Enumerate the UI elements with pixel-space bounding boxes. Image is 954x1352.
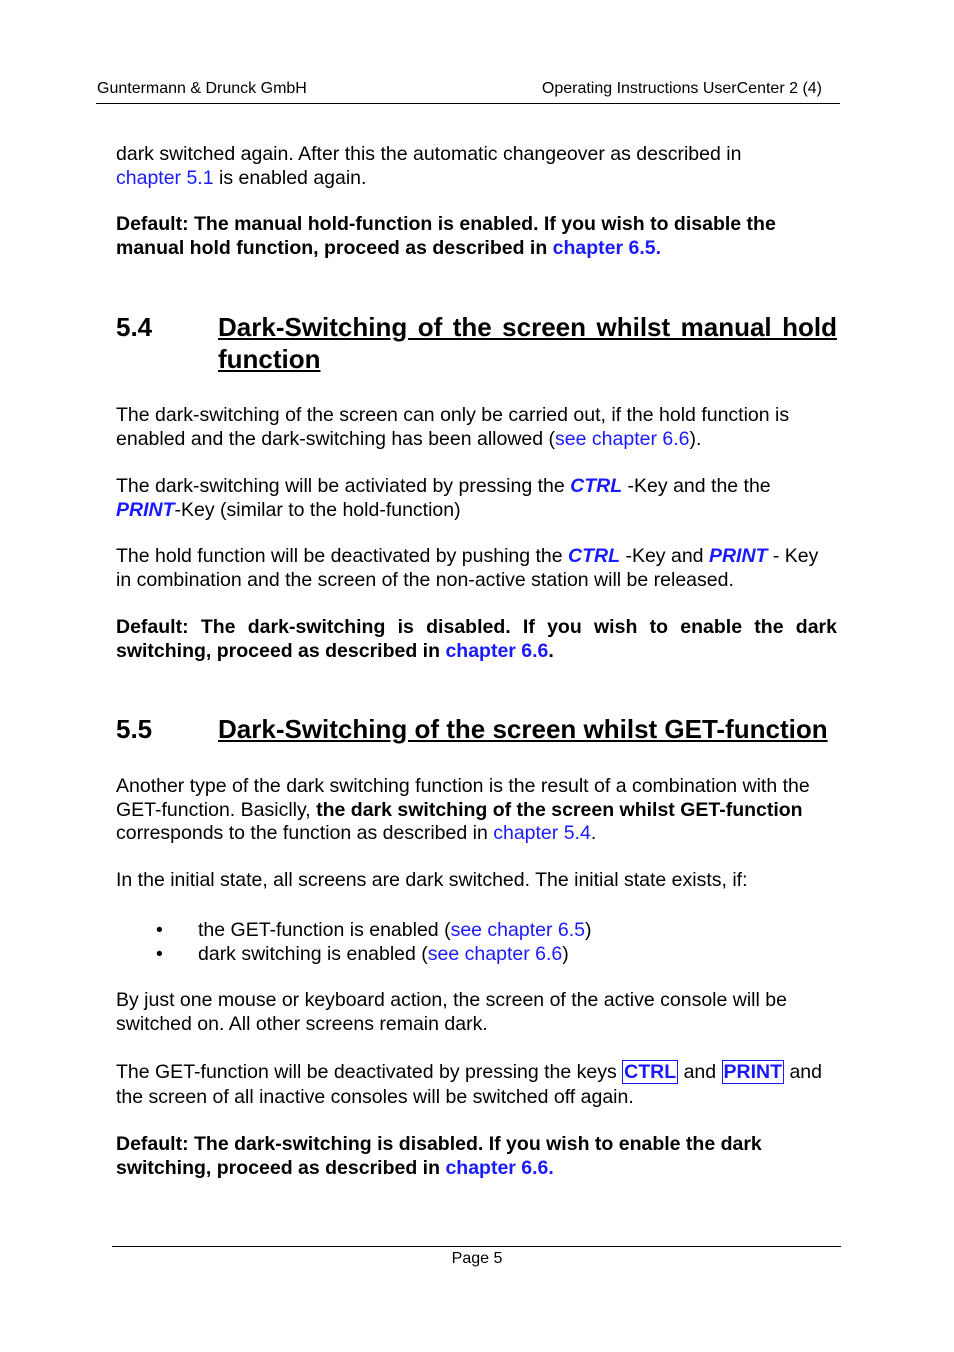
bullet-icon: • — [156, 943, 163, 965]
section-number: 5.4 — [116, 312, 153, 342]
document-title: Operating Instructions UserCenter 2 (4) — [541, 80, 822, 97]
list-item: • dark switching is enabled (see chapter 6.6) — [156, 943, 569, 965]
see-chapter-6-6-link[interactable]: see chapter 6.6 — [555, 427, 690, 450]
section-5-4-default-note: Default: The dark-switching is disabled. If you wish to enable the dark switching, proceed as described in chapter 6.6. — [116, 616, 837, 662]
chapter-6-6-link[interactable]: chapter 6.6 — [445, 639, 549, 662]
chapter-5-1-link[interactable]: chapter 5.1 — [116, 166, 214, 189]
intro-default-note: Default: The manual hold-function is enabled. If you wish to disable the manual hold function, proceed as described in chapter 6.5. — [116, 213, 776, 259]
page-number: Page 5 — [451, 1250, 503, 1267]
see-chapter-6-5-link[interactable]: see chapter 6.5 — [450, 919, 585, 941]
chapter-6-5-link[interactable]: chapter 6.5. — [552, 236, 662, 259]
print-key-box: PRINT — [723, 1061, 783, 1083]
section-5-5-paragraph-4: The GET-function will be deactivated by pressing the keys CTRL and PRINT and the screen of all inactive consoles will be switched off again. — [116, 1061, 822, 1108]
ctrl-key-label: CTRL — [570, 475, 623, 497]
ctrl-key-label: CTRL — [568, 545, 621, 567]
section-5-5-paragraph-3: By just one mouse or keyboard action, the screen of the active console will be switched on. All other screens remain dark. — [116, 989, 787, 1035]
section-number: 5.5 — [116, 714, 153, 744]
bullet-icon: • — [156, 919, 163, 941]
ctrl-key-box: CTRL — [624, 1061, 677, 1083]
list-item: • the GET-function is enabled (see chapter 6.5) — [156, 919, 592, 941]
chapter-5-4-link[interactable]: chapter 5.4 — [493, 822, 591, 844]
conditions-list — [116, 918, 837, 966]
print-key-label: PRINT — [116, 498, 175, 521]
section-title: Dark-Switching of the screen whilst GET-function — [218, 714, 828, 744]
intro-paragraph: dark switched again. After this the automatic changeover as described in chapter 5.1 is enabled again. — [116, 143, 742, 189]
section-5-4-paragraph-2: The dark-switching will be activiated by pressing the CTRL -Key and the the PRINT-Key (similar to the hold-function) — [116, 475, 771, 521]
chapter-6-6-link[interactable]: chapter 6.6. — [445, 1156, 554, 1179]
footer-divider — [112, 1246, 841, 1247]
page-header — [96, 78, 840, 104]
section-5-5-paragraph-1: Another type of the dark switching function is the result of a combination with the GET-function. Basiclly, the dark switching of the screen whilst GET-function corresponds to the function as described in chapter 5.4. — [116, 775, 810, 844]
company-name: Guntermann & Drunck GmbH — [97, 80, 307, 97]
section-5-4-paragraph-1: The dark-switching of the screen can only be carried out, if the hold function is enabled and the dark-switching has been allowed (see chapter 6.6). — [116, 404, 790, 450]
see-chapter-6-6-link[interactable]: see chapter 6.6 — [427, 943, 563, 965]
section-5-4-paragraph-3: The hold function will be deactivated by pushing the CTRL -Key and PRINT - Key in combination and the screen of the non-active station will be released. — [116, 545, 819, 591]
print-key-label: PRINT — [708, 545, 768, 567]
section-5-5-default-note: Default: The dark-switching is disabled. If you wish to enable the dark switching, proceed as described in chapter 6.6. — [116, 1133, 762, 1179]
section-5-5-paragraph-2: In the initial state, all screens are dark switched. The initial state exists, if: — [116, 869, 748, 891]
section-title: Dark-Switching of the screen whilst manual hold function — [218, 312, 837, 374]
